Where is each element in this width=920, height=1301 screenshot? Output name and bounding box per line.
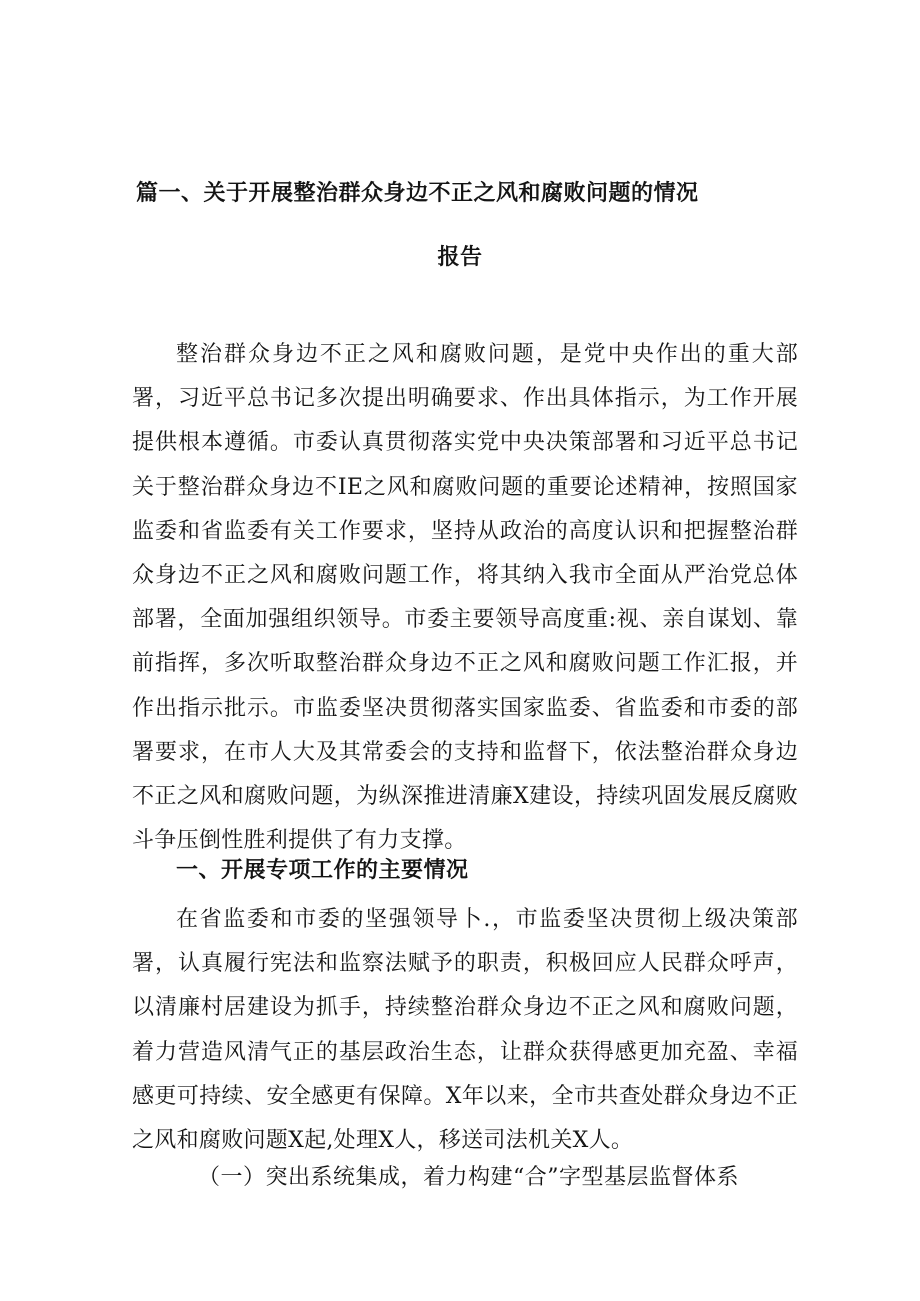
document-title: 篇一、关于开展整治群众身边不正之风和腐败问题的情况	[136, 181, 699, 206]
section-heading: 一、开展专项工作的主要情况	[176, 858, 469, 883]
paragraph-intro: 整治群众身边不正之风和腐败问题，是党中央作出的重大部署，习近平总书记多次提出明确要求、作出具体指示，为工作开展提供根本遵循。市委认真贯彻落实党中央决策部署和习近平总书记关于整治群众身边不IE之风和腐败问题的重要论述精神，按照国家监委和省监委有关工作要求，坚持从政治的高度认识和把握整治群众身边不正之风和腐败问题工作，将其纳入我市全面从严治党总体部署，全面加强组织领导。市委主要领导高度重:视、亲自谋划、靠前指挥，多次听取整治群众身边不正之风和腐败问题工作汇报，并作出指示批示。市监委坚决贯彻落实国家监委、省监委和市委的部署要求，在市人大及其常委会的支持和监督下，依法整治群众身边不正之风和腐败问题，为纵深推进清廉X建设，持续巩固发展反腐败斗争压倒性胜利提供了有力支撑。	[132, 342, 798, 854]
subsection-heading: （一）突出系统集成，着力构建“合”字型基层监督体系	[198, 1165, 739, 1190]
document-title-continued: 报告	[437, 245, 483, 270]
paragraph-main-situation: 在省监委和市委的坚强领导卜.，市监委坚决贯彻上级决策部署，认真履行宪法和监察法赋予的职责，积极回应人民群众呼声，以清廉村居建设为抓手，持续整治群众身边不正之风和腐败问题，着力营造风清气正的基层政治生态，让群众获得感更加充盈、幸福感更可持续、安全感更有保障。X年以来，全市共查处群众身边不正之风和腐败问题X起,处理X人，移送司法机关X人。	[132, 907, 798, 1154]
